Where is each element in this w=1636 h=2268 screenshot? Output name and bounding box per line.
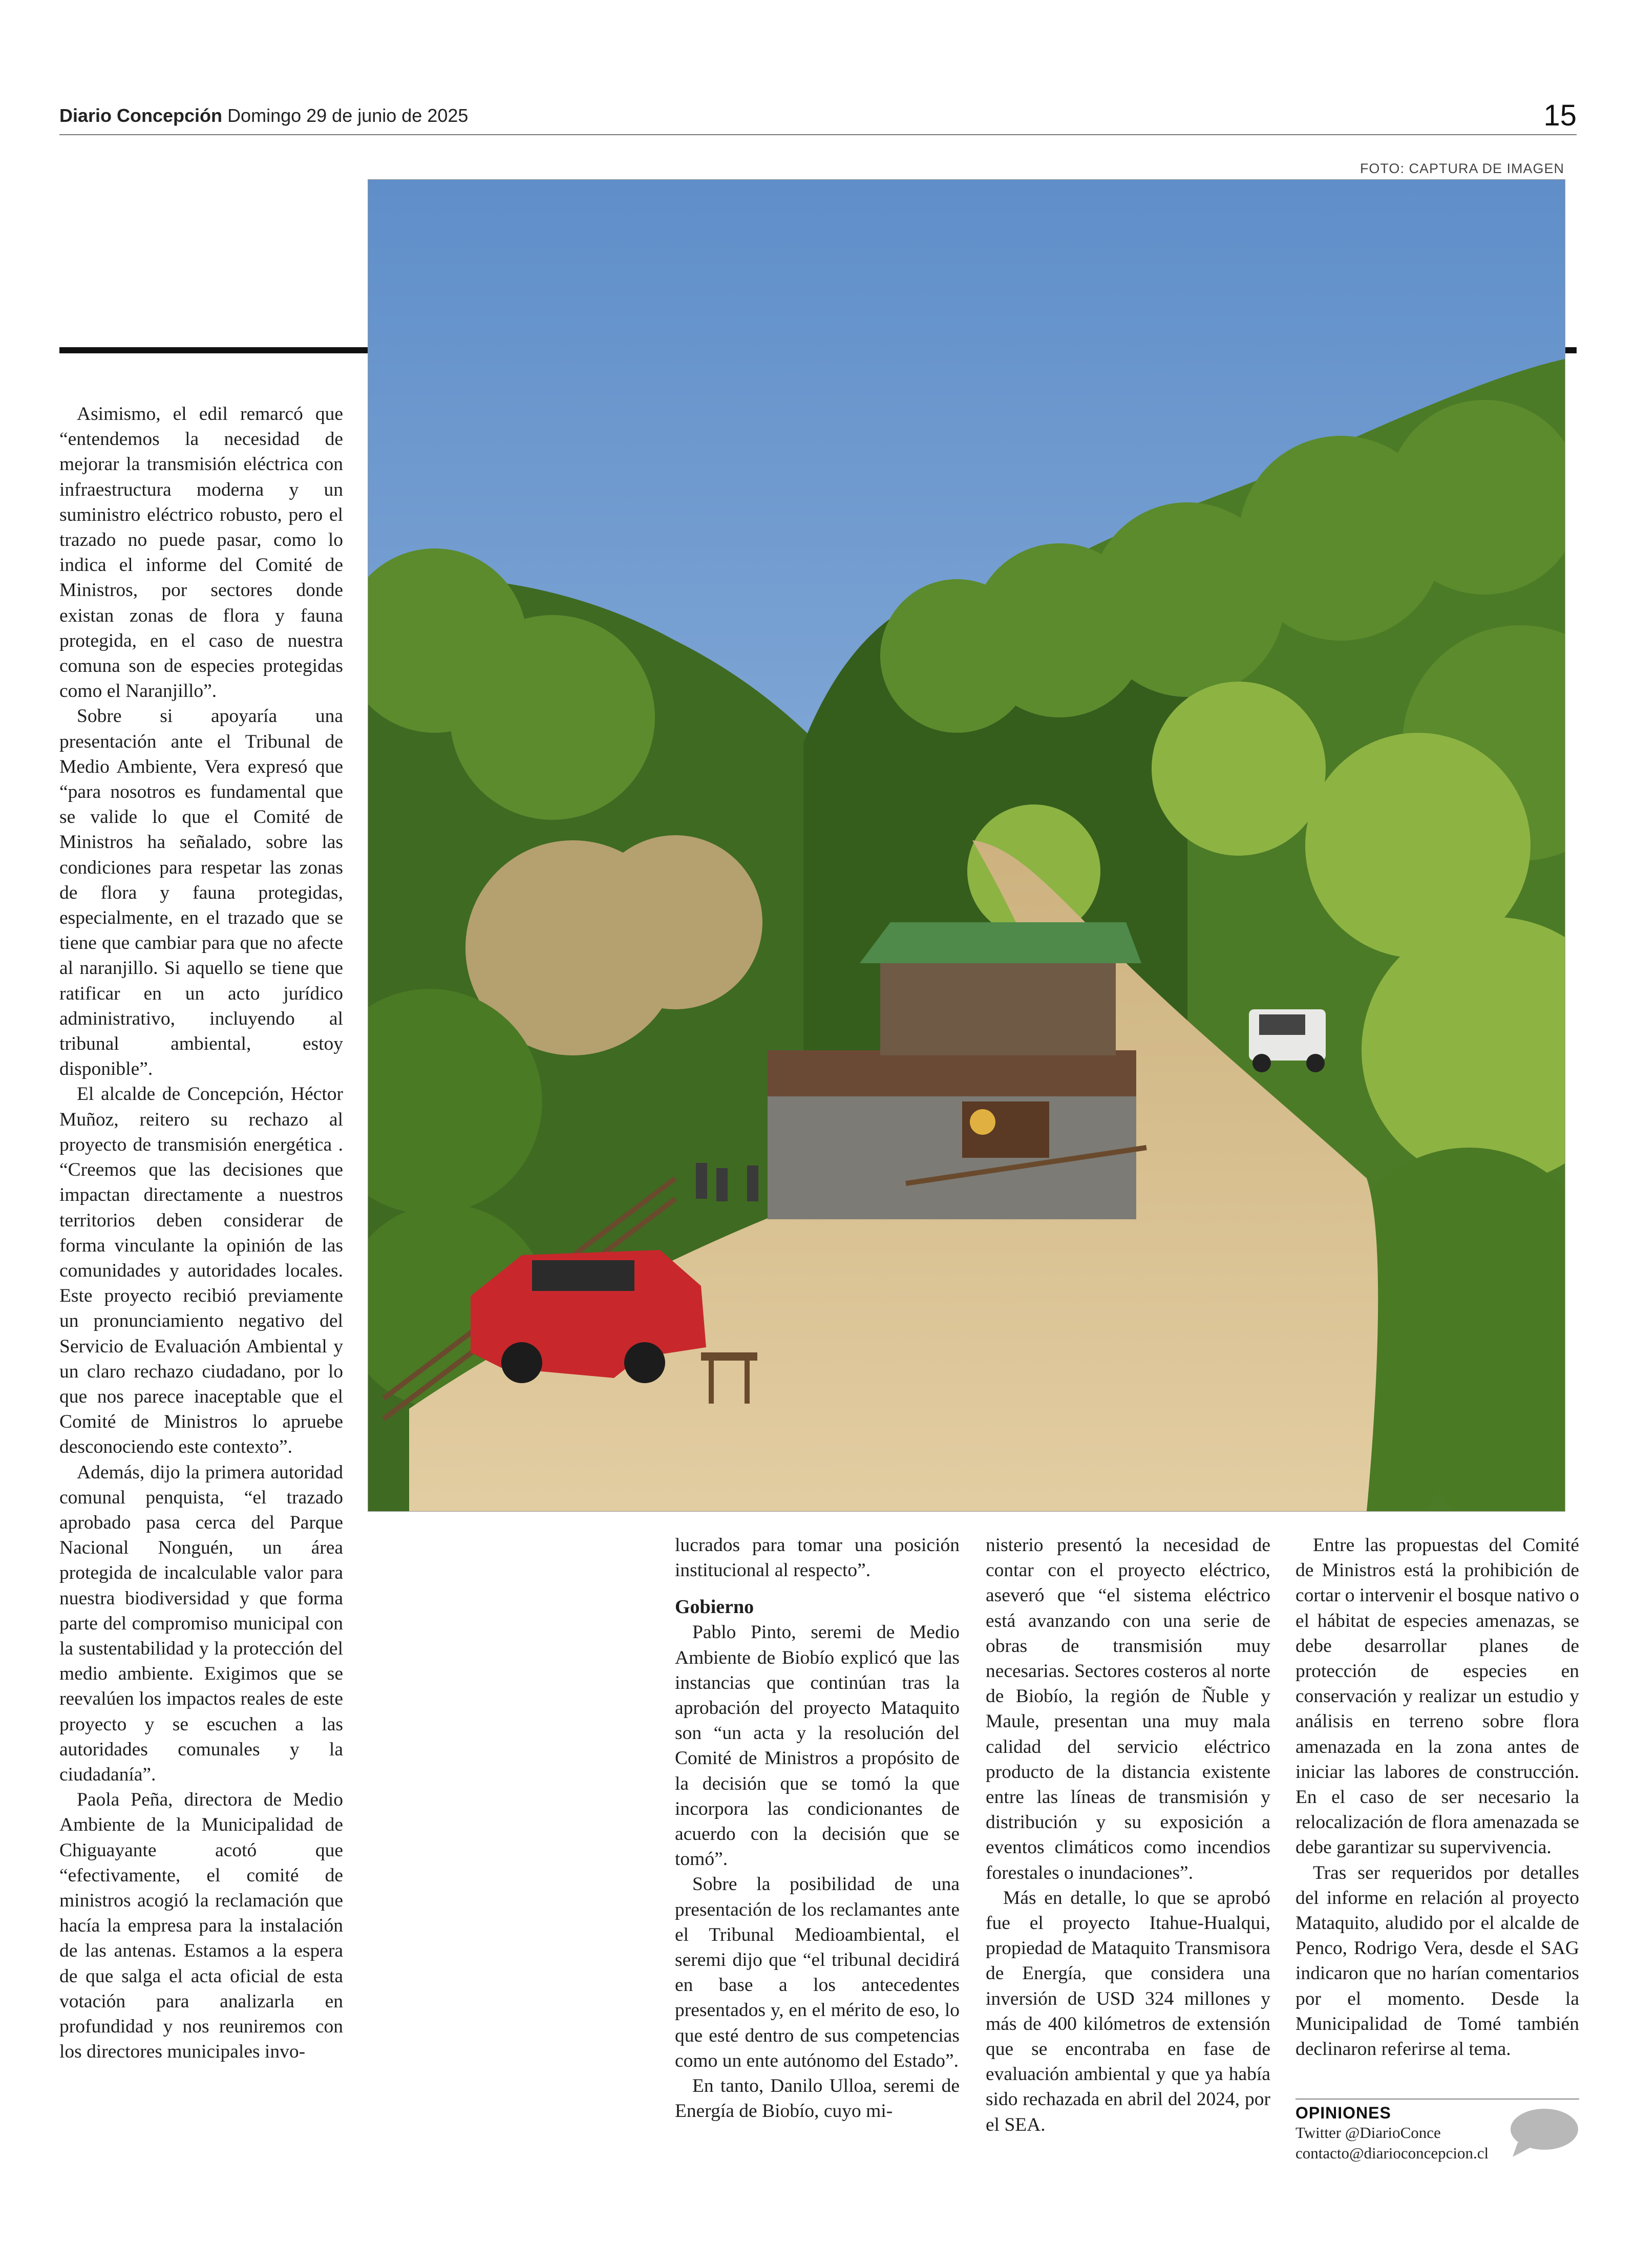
newspaper-name: Diario Concepción [59,105,223,126]
paragraph: Más en detalle, lo que se aprobó fue el proyecto Itahue-Hualqui, propiedad de Mataquito Transmisora de Energía, que considera una inversión de USD 324 millones y más de 400 kilómetros de extensión que se encontraba en fase de evaluación ambiental y que ya había sido rechazada en abril del 2024, por el SEA. [986,1887,1270,2135]
article-column-3 [986,1533,1270,2137]
paragraph: En tanto, Danilo Ulloa, seremi de Energía de Biobío, cuyo mi- [675,2075,960,2122]
paragraph: Asimismo, el edil remarcó que “entendemos la necesidad de mejorar la transmisión eléctrica con infraestructura moderna y un suministro eléctrico robusto, pero el trazado no puede pasar, como lo indica el informe del Comité de Ministros, por sectores donde existan zonas de flora y fauna protegida, en el caso de nuestra comuna son de especies protegidas como el Naranjillo”. [59,404,343,702]
paragraph: Tras ser requeridos por detalles del informe en relación al proyecto Mataquito, aludido por el alcalde de Penco, Rodrigo Vera, desde el SAG indicaron que no harían comentarios por el momento. Desde la Municipalidad de Tomé también declinaron referirse al tema. [1295,1862,1579,2060]
paragraph: Paola Peña, directora de Medio Ambiente de la Municipalidad de Chiguayante acotó que “efectivamente, el comité de ministros acogió la reclamación que hacía la empresa para la instalación de las antenas. Estamos a la espera de que salga el acta oficial de esta votación para analizarla en profundidad y nos reuniremos con los directores municipales invo- [59,1789,343,2063]
opinions-box [1295,2099,1579,2164]
article-column-4 [1295,1533,1579,2062]
paragraph: Sobre si apoyaría una presentación ante el Tribunal de Medio Ambiente, Vera expresó que “para nosotros es fundamental que se valide lo que el Comité de Ministros ha señalado, sobre las condiciones para respetar las zonas de flora y fauna protegidas, especialmente, en el trazado que se tiene que cambiar para que no afecte al naranjillo. Si aquello se tiene que ratificar en un acto jurídico administrativo, incluyendo al tribunal ambiental, estoy disponible”. [59,706,343,1080]
opinions-title: OPINIONES [1295,2104,1391,2122]
paragraph-continuation: nisterio presentó la necesidad de contar con el proyecto eléctrico, aseveró que “el sistema eléctrico está avanzando con una serie de obras de transmisión muy necesarias. Sectores costeros al norte de Biobío, la región de Ñuble y Maule, presentan una muy mala calidad del servicio eléctrico producto de la distancia existente entre las líneas de transmisión y distribución y su exposición a eventos climáticos como incendios forestales o inundaciones”. [986,1535,1270,1883]
article-column-1 [59,401,343,2064]
park-entrance-illustration [368,180,1565,1511]
masthead [59,105,468,126]
section-rule [59,347,369,353]
paragraph: Sobre la posibilidad de una presentación de los reclamantes ante el Tribunal Medioambiental, el seremi dijo que “el tribunal decidirá en base a los antecedentes presentados y, en el mérito de eso, lo que esté dentro de sus competencias como un ente autónomo del Estado”. [675,1874,960,2071]
article-photo [368,179,1565,1512]
paragraph: Pablo Pinto, seremi de Medio Ambiente de Biobío explicó que las instancias que continúan tras la aprobación del proyecto Mataquito son “un acta y la resolución del Comité de Ministros a propósito de la decisión que se tomó la que incorpora las condicionantes de acuerdo con la decisión que se tomó”. [675,1622,960,1870]
paragraph: El alcalde de Concepción, Héctor Muñoz, reitero su rechazo al proyecto de transmisión energética . “Creemos que las decisiones que impactan directamente a nuestros territorios deben considerar de forma vinculante la opinión de las comunidades y autoridades locales. Este proyecto recibió previamente un pronunciamiento negativo del Servicio de Evaluación Ambiental y un claro rechazo ciudadano, por lo que nos parece inaceptable que el Comité de Ministros lo apruebe desconociendo este contexto”. [59,1084,343,1458]
paragraph: Además, dijo la primera autoridad comunal penquista, “el trazado aprobado pasa cerca del Parque Nacional Nonguén, un área protegida de incalculable valor para nuestra biodiversidad y que forma parte del compromiso municipal con la sustentabilidad y la protección del medio ambiente. Exigimos que se reevalúen los impactos reales de este proyecto y se escuchen a las autoridades comunales y la ciudadanía”. [59,1461,343,1785]
paragraph-continuation: lucrados para tomar una posición institucional al respecto”. [675,1535,960,1581]
twitter-handle[interactable]: Twitter @DiarioConce [1295,2124,1441,2142]
section-subhead: Gobierno [675,1596,754,1618]
page-number: 15 [1543,99,1577,132]
paragraph: Entre las propuestas del Comité de Ministros está la prohibición de cortar o intervenir el bosque nativo o el hábitat de especies amenazas, se debe desarrollar planes de protección de especies en conservación y realizar un estudio y análisis en terreno sobre flora amenazada en la zona antes de iniciar las labores de construcción. En el caso de ser necesario la relocalización de flora amenazada se debe garantizar su supervivencia. [1295,1535,1579,1858]
section-rule-end [1564,347,1577,353]
article-column-2 [675,1533,960,2124]
issue-date: Domingo 29 de junio de 2025 [227,105,469,126]
header-rule [59,134,1577,135]
contact-email[interactable]: contacto@diarioconcepcion.cl [1295,2144,1489,2162]
speech-bubble-icon [1507,2107,1579,2158]
photo-credit: FOTO: CAPTURA DE IMAGEN [1359,161,1564,176]
people [696,1163,758,1201]
